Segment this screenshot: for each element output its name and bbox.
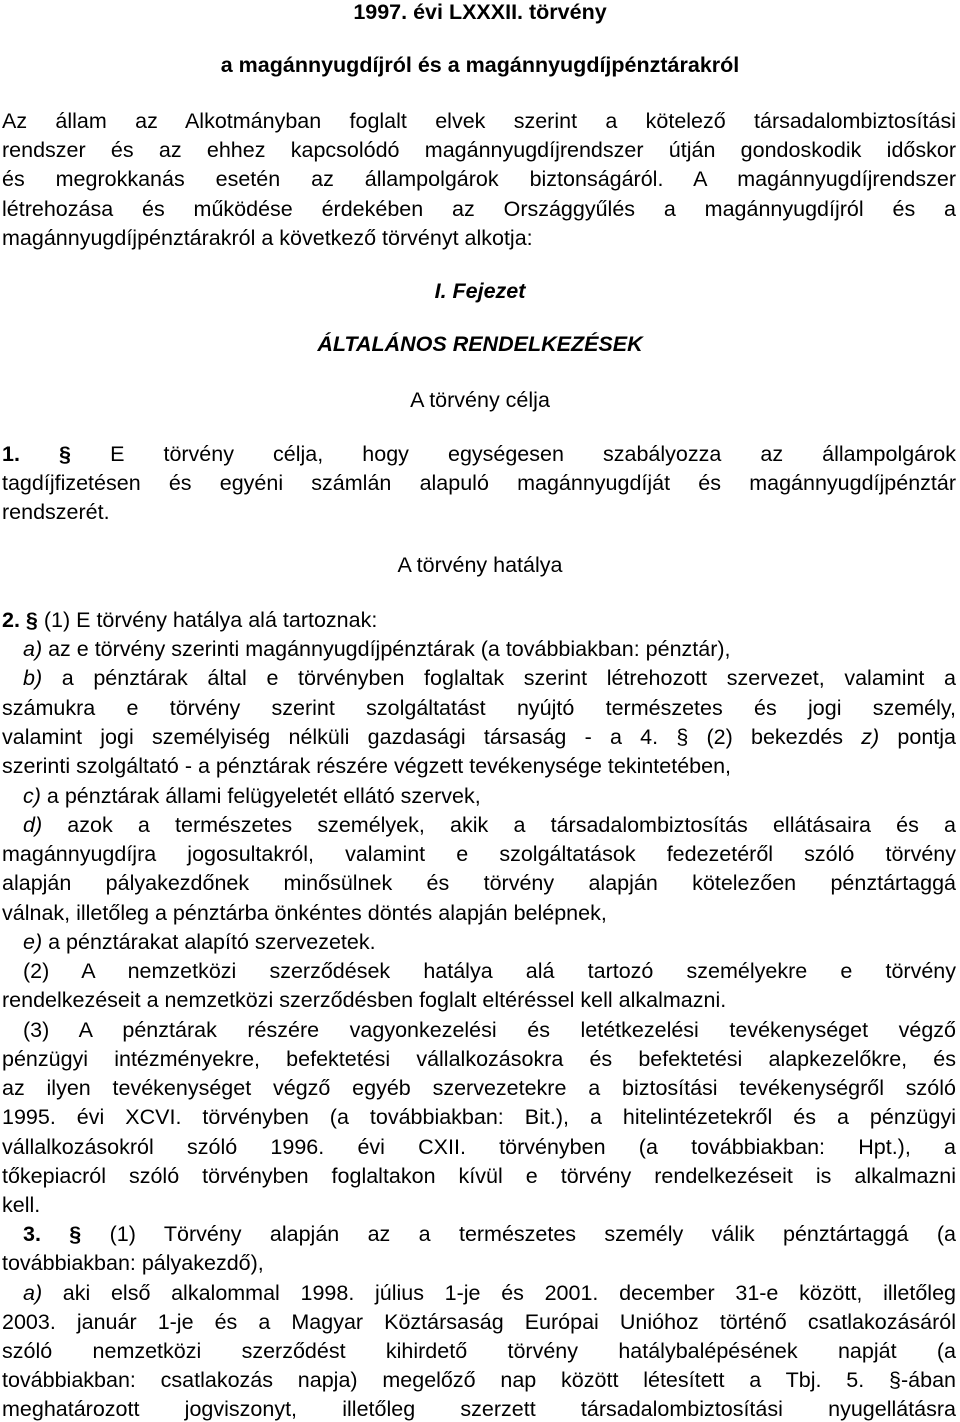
list-item-c: c) a pénztárak állami felügyeletét ellátó szervek, <box>23 784 481 808</box>
section-number: 1. <box>2 442 20 466</box>
paragraph-3-line: (3) A pénztárak részére vagyonkezelési és letétkezelési tevékenységet végző <box>23 1018 956 1042</box>
law-number: 1997. évi LXXXII. törvény <box>353 0 607 24</box>
list-item-e: e) a pénztárakat alapító szervezetek. <box>23 930 376 954</box>
section-3-line: továbbiakban: pályakezdő), <box>2 1251 264 1275</box>
preamble-line: Az állam az Alkotmányban foglalt elvek szerint a kötelező társadalombiztosítási <box>2 109 956 133</box>
list-item-a-cont: 2003. január 1-je és a Magyar Köztársaság Európai Unióhoz történő csatlakozásáról <box>2 1310 956 1334</box>
list-item-a: a) aki első alkalommal 1998. július 1-je és 2001. december 31-e között, illetőleg <box>23 1281 956 1305</box>
list-item-d-cont: alapján pályakezdőnek minősülnek és törvény alapján kötelezően pénztártaggá <box>2 871 956 895</box>
section-number: 3. <box>23 1222 41 1246</box>
preamble-line: magánnyugdíjpénztárakról a következő törvényt alkotja: <box>2 226 533 250</box>
list-item-b-cont: szerinti szolgáltató - a pénztárak részére végzett tevékenysége tekintetében, <box>2 754 732 778</box>
section-number: 2. <box>2 608 20 632</box>
section-text: E törvény célja, hogy egységesen szabályozza az állampolgárok <box>110 442 956 466</box>
list-item-b-cont: valamint jogi személyiség nélküli gazdasági társaság - a 4. § (2) bekezdés z) pontja <box>2 725 956 749</box>
list-item-d-cont: válnak, illetőleg a pénztárba önkéntes döntés alapján belépnek, <box>2 901 607 925</box>
section-sign: § <box>25 608 38 632</box>
list-item-b-cont: számukra e törvény szerint szolgáltatást nyújtó természetes és jogi személy, <box>2 696 956 720</box>
section-text: (1) E törvény hatálya alá tartoznak: <box>43 608 378 632</box>
paragraph-3-line: az ilyen tevékenységet végző egyéb szervezetekre a biztosítási tevékenységről szóló <box>2 1076 956 1100</box>
paragraph-2-line: (2) A nemzetközi szerződések hatálya alá tartozó személyekre e törvény <box>23 959 956 983</box>
preamble-line: rendszer és az ehhez kapcsolódó magánnyugdíjrendszer útján gondoskodik időskor <box>2 138 956 162</box>
paragraph-3-line: kell. <box>2 1193 41 1217</box>
list-item-d-cont: magánnyugdíjra jogosultakról, valamint e szolgáltatások fedezetéről szóló törvény <box>2 842 956 866</box>
preamble-line: és megrokkanás esetén az állampolgárok biztonságáról. A magánnyugdíjrendszer <box>2 167 956 191</box>
section-1-line <box>2 441 956 467</box>
paragraph-3-line: 1995. évi XCVI. törvényben (a továbbiakban: Bit.), a hitelintézetekről és a pénzügyi <box>2 1105 956 1129</box>
list-item-d: d) azok a természetes személyek, akik a társadalombiztosítás ellátásaira és a <box>23 813 956 837</box>
section-3-line <box>2 1221 956 1247</box>
section-1-line: rendszerét. <box>2 500 110 524</box>
section-2-line <box>2 607 956 633</box>
section-subtitle: A törvény célja <box>410 388 550 412</box>
section-sign: § <box>69 1222 82 1246</box>
paragraph-3-line: pénzügyi intézményekre, befektetési vállalkozásokra és befektetési alapkezelőkre, és <box>2 1047 956 1071</box>
list-item-a-cont: meghatározott jogviszonyt, illetőleg szerzett társadalombiztosítási nyugellátásra <box>2 1397 956 1421</box>
section-sign: § <box>59 442 71 466</box>
section-sign: § <box>676 725 689 749</box>
list-item-a-cont: szóló nemzetközi szerződést kihirdető törvény hatálybalépésének napját (a <box>2 1339 956 1363</box>
paragraph-3-line: vállalkozásokról szóló 1996. évi CXII. törvényben (a továbbiakban: Hpt.), a <box>2 1135 956 1159</box>
list-item-b: b) a pénztárak által e törvényben foglaltak szerint létrehozott szervezet, valamint a <box>23 666 956 690</box>
section-1-line: tagdíjfizetésen és egyéni számlán alapuló magánnyugdíját és magánnyugdíjpénztár <box>2 471 956 495</box>
list-item-a: a) az e törvény szerinti magánnyugdíjpénztárak (a továbbiakban: pénztár), <box>23 637 731 661</box>
list-item-a-cont: továbbiakban: csatlakozás napja) megelőző nap között létesített a Tbj. 5. §-ában <box>2 1368 956 1392</box>
chapter-number: I. Fejezet <box>434 279 526 303</box>
section-text: (1) Törvény alapján az a természetes személy válik pénztártaggá (a <box>109 1222 956 1246</box>
section-subtitle: A törvény hatálya <box>397 553 563 577</box>
section-sign: § <box>889 1368 901 1392</box>
paragraph-2-line: rendelkezéseit a nemzetközi szerződésben foglalt eltéréssel kell alkalmazni. <box>2 988 727 1012</box>
law-title: a magánnyugdíjról és a magánnyugdíjpénztárakról <box>220 53 740 77</box>
paragraph-3-line: tőkepiacról szóló törvényben foglaltakon kívül e törvény rendelkezéseit is alkalmazni <box>2 1164 956 1188</box>
preamble-line: létrehozása és működése érdekében az Országgyűlés a magánnyugdíjról és a <box>2 197 956 221</box>
chapter-title: ÁLTALÁNOS RENDELKEZÉSEK <box>317 332 643 356</box>
